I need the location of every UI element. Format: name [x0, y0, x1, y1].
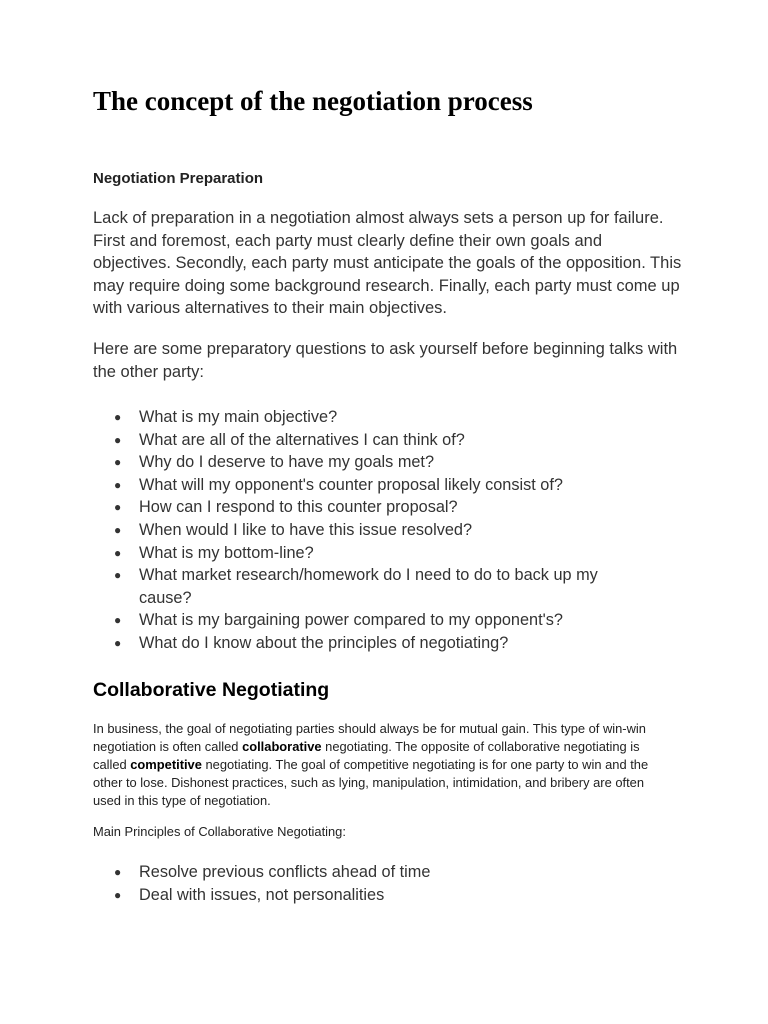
questions-intro: Here are some preparatory questions to ask yourself before beginning talks with the other party:: [93, 340, 678, 381]
list-item: ● What market research/homework do I need to do to back up my cause?: [93, 564, 653, 609]
questions-list: [93, 406, 653, 655]
list-item: ● What is my bargaining power compared to my opponent's?: [93, 609, 653, 632]
collab-text-part1: In business, the goal of negotiating parties should always be for mutual gain. This type of win-win negotiation is often called: [93, 721, 646, 754]
list-item: ● What are all of the alternatives I can think of?: [93, 429, 653, 452]
list-item: ● Deal with issues, not personalities: [93, 884, 653, 907]
list-item: ● When would I like to have this issue resolved?: [93, 519, 653, 542]
collaborative-heading: Collaborative Negotiating: [93, 679, 330, 701]
collab-text-part2: negotiating. The opposite of collaborative negotiating is called: [93, 739, 640, 772]
principles-list: [93, 861, 653, 906]
list-item: ● Resolve previous conflicts ahead of time: [93, 861, 653, 884]
list-item: ● What is my bottom-line?: [93, 542, 653, 565]
document-title: The concept of the negotiation process: [93, 86, 533, 116]
list-item: ● What is my main objective?: [93, 406, 653, 429]
list-item: ● How can I respond to this counter proposal?: [93, 496, 653, 519]
preparation-paragraph: Lack of preparation in a negotiation almost always sets a person up for failure. First and foremost, each party must clearly define their own goals and objectives. Secondly, each party must anticipate the goals of the opposition. This may require doing some background research. Finally, each party must come up with various alternatives to their main objectives.: [93, 209, 682, 318]
principles-intro: Main Principles of Collaborative Negotiating:: [93, 824, 346, 839]
collab-text-part3: negotiating. The goal of competitive negotiating is for one party to win and the other to lose. Dishonest practices, such as lying, manipulation, intimidation, and bribery are often used in this type of negotiation.: [93, 757, 649, 808]
preparation-heading: Negotiation Preparation: [93, 170, 264, 187]
collaborative-paragraph: [93, 720, 673, 810]
collab-term-collaborative: collaborative: [242, 739, 322, 754]
list-item: ● What will my opponent's counter proposal likely consist of?: [93, 474, 653, 497]
list-item: ● Why do I deserve to have my goals met?: [93, 451, 653, 474]
collab-term-competitive: competitive: [130, 757, 202, 772]
list-item: ● What do I know about the principles of negotiating?: [93, 632, 653, 655]
